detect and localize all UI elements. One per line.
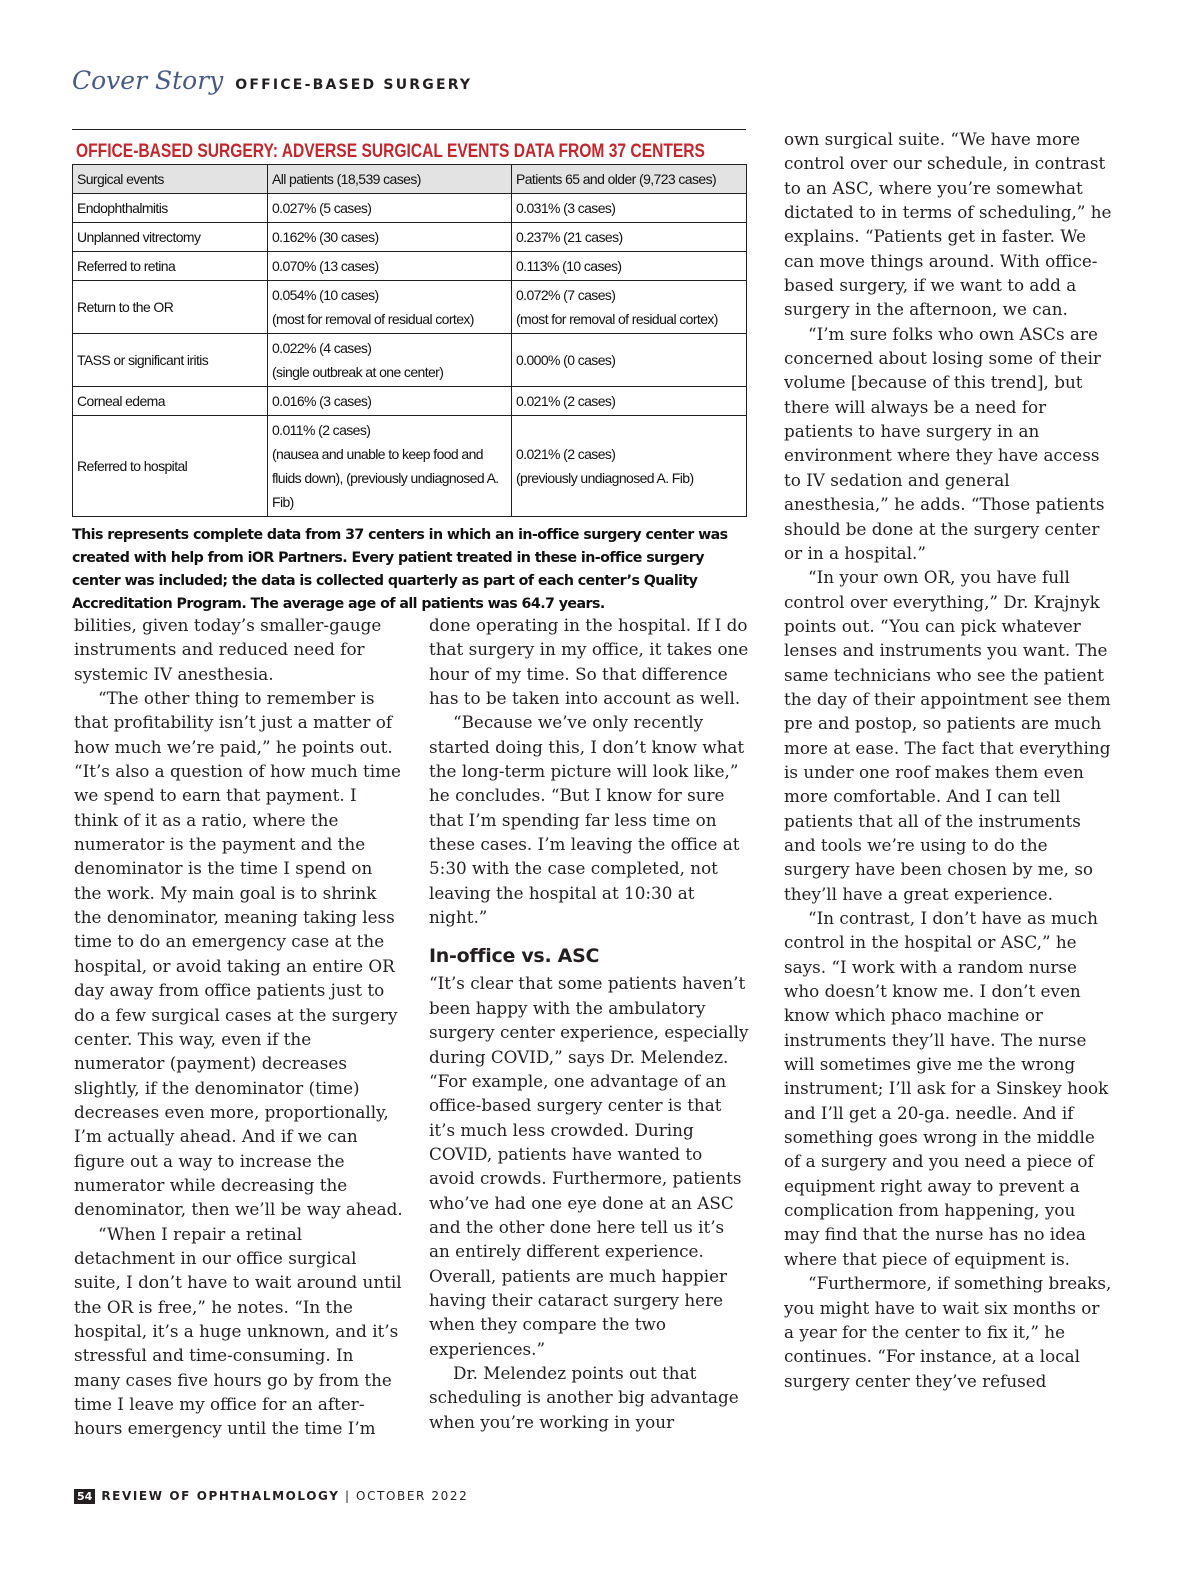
- page-number: 54: [74, 1489, 95, 1504]
- event-cell: Referred to retina: [73, 252, 268, 281]
- all-patients-cell: 0.162% (30 cases): [268, 223, 512, 252]
- cell-note: (nausea and unable to keep food and fluids down), (previously undiagnosed A. Fib): [272, 446, 499, 510]
- all-patients-cell: [268, 416, 512, 517]
- section-topic: OFFICE-BASED SURGERY: [235, 77, 473, 93]
- event-cell: Referred to hospital: [73, 416, 268, 517]
- paragraph: “Because we’ve only recently started doing this, I don’t know what the long-term picture will look like,” he concludes. “But I know for sure that I’m spending far less time on these cases. I’m leaving the office at 5:30 with the case completed, not leaving the hospital at 10:30 at night.”: [429, 712, 745, 928]
- all-patients-cell: 0.016% (3 cases): [268, 387, 512, 416]
- paragraph: Dr. Melendez points out that scheduling is another big advantage when you’re working in your: [429, 1362, 739, 1432]
- header-cell: All patients (18,539 cases): [268, 165, 512, 194]
- paragraph: “When I repair a retinal detachment in our office surgical suite, I don’t have to wait around until the OR is free,” he notes. “In the hospital, it’s a huge unknown, and it’s stressful and time-consuming. In many cases five hours go by from the time I leave my office for an after-hours emergency until the time I’m: [74, 1223, 402, 1439]
- cell-value: 0.022% (4 cases): [272, 340, 372, 356]
- paragraph: “It’s clear that some patients haven’t been happy with the ambulatory surgery center experience, especially during COVID,” says Dr. Melendez. “For example, one advantage of an office-based surgery center is that it’s much less crowded. During COVID, patients have wanted to avoid crowds. Furthermore, patients who’ve had one eye done at an ASC and the other done here tell us it’s an entirely different experience. Overall, patients are much happier having their cataract surgery here when they compare the two experiences.”: [429, 973, 749, 1359]
- publication-name: REVIEW OF OPHTHALMOLOGY: [101, 1489, 340, 1503]
- paragraph: done operating in the hospital. If I do that surgery in my office, it takes one hour of my time. So that difference has to be taken into account as well.: [429, 615, 749, 709]
- event-cell: Return to the OR: [73, 281, 268, 334]
- event-cell: Unplanned vitrectomy: [73, 223, 268, 252]
- paragraph: “In contrast, I don’t have as much control in the hospital or ASC,” he says. “I work with a random nurse who doesn’t know me. I don’t even know which phaco machine or instruments they’ll have. The nurse will sometimes give me the wrong instrument; I’ll ask for a Sinskey hook and I’ll get a 20-ga. needle. And if something goes wrong in the middle of a surgery and you need a piece of equipment right away to prevent a complication from happening, you may find that the nurse has no idea where that piece of equipment is.: [784, 908, 1109, 1269]
- older-patients-cell: [512, 281, 747, 334]
- page-footer: [74, 1489, 468, 1504]
- table-header-row: [73, 165, 747, 194]
- footer-separator: |: [344, 1489, 351, 1503]
- cell-note: (single outbreak at one center): [272, 364, 444, 380]
- event-cell: Endophthalmitis: [73, 194, 268, 223]
- table-row: [73, 223, 747, 252]
- older-patients-cell: [512, 416, 747, 517]
- table-row: [73, 416, 747, 517]
- table-row: [73, 387, 747, 416]
- cell-note: (previously undiagnosed A. Fib): [516, 470, 694, 486]
- cell-note: (most for removal of residual cortex): [516, 311, 718, 327]
- cell-value: 0.021% (2 cases): [516, 446, 616, 462]
- older-patients-cell: 0.113% (10 cases): [512, 252, 747, 281]
- older-patients-cell: 0.000% (0 cases): [512, 334, 747, 387]
- event-cell: Corneal edema: [73, 387, 268, 416]
- older-patients-cell: 0.031% (3 cases): [512, 194, 747, 223]
- all-patients-cell: [268, 281, 512, 334]
- paragraph: “The other thing to remember is that profitability isn’t just a matter of how much we’re paid,” he points out. “It’s also a question of how much time we spend to earn that payment. I think of it as a ratio, where the numerator is the payment and the denominator is the time I spend on the work. My main goal is to shrink the denominator, meaning taking less time to do an emergency case at the hospital, or avoid taking an entire OR day away from office patients just to do a few surgical cases at the surgery center. This way, even if the numerator (payment) decreases slightly, if the denominator (time) decreases even more, proportionally, I’m actually ahead. And if we can figure out a way to increase the numerator while decreasing the denominator, then we’ll be way ahead.: [74, 688, 403, 1220]
- header-cell: Patients 65 and older (9,723 cases): [512, 165, 747, 194]
- adverse-events-table: [72, 164, 747, 517]
- paragraph: “I’m sure folks who own ASCs are concerned about losing some of their volume [because of this trend], but there will always be a need for patients to have surgery in an environment where they have access to IV sedation and general anesthesia,” he adds. “Those patients should be done at the surgery center or in a hospital.”: [784, 323, 1105, 563]
- older-patients-cell: 0.237% (21 cases): [512, 223, 747, 252]
- subheading: In-office vs. ASC: [429, 945, 600, 968]
- older-patients-cell: 0.021% (2 cases): [512, 387, 747, 416]
- section-name: Cover Story: [72, 66, 224, 95]
- header-cell: Surgical events: [73, 165, 268, 194]
- table-row: [73, 334, 747, 387]
- adverse-events-table-block: [72, 129, 746, 616]
- table-row: [73, 281, 747, 334]
- cell-value: 0.072% (7 cases): [516, 287, 616, 303]
- page-header: [72, 66, 472, 100]
- all-patients-cell: [268, 334, 512, 387]
- table-caption: This represents complete data from 37 centers in which an in-office surgery center was created with help from iOR Partners. Every patient treated in these in-office surgery center was included; the data is collected quarterly as part of each center’s Quality Accreditation Program. The average age of all patients was 64.7 years.: [72, 527, 728, 612]
- cell-value: 0.054% (10 cases): [272, 287, 379, 303]
- table-top-rule: [72, 129, 746, 130]
- cell-value: 0.011% (2 cases): [272, 422, 371, 438]
- paragraph: bilities, given today’s smaller-gauge instruments and reduced need for systemic IV anesthesia.: [74, 615, 382, 684]
- table-title: OFFICE-BASED SURGERY: ADVERSE SURGICAL EVENTS DATA FROM 37 CENTERS: [76, 140, 705, 162]
- paragraph: own surgical suite. “We have more control over our schedule, in contrast to an ASC, where you’re somewhat dictated to in terms of scheduling,” he explains. “Patients get in faster. We can move things around. With office-based surgery, if we want to add a surgery in the afternoon, we can.: [784, 129, 1112, 320]
- all-patients-cell: 0.027% (5 cases): [268, 194, 512, 223]
- table-row: [73, 194, 747, 223]
- paragraph: “In your own OR, you have full control over everything,” Dr. Krajnyk points out. “You can pick whatever lenses and instruments you want. The same technicians who see the patient the day of their appointment see them pre and postop, so patients are much more at ease. The fact that everything is under one roof makes them even more comfortable. And I can tell patients that all of the instruments and tools we’re using to do the surgery have been chosen by me, so they’ll have a great experience.: [784, 567, 1111, 904]
- paragraph: “Furthermore, if something breaks, you might have to wait six months or a year for the center to fix it,” he continues. “For instance, at a local surgery center they’ve refused: [784, 1273, 1112, 1391]
- article-column-3: [784, 127, 1114, 1393]
- event-cell: TASS or significant iritis: [73, 334, 268, 387]
- issue-date: OCTOBER 2022: [356, 1489, 469, 1503]
- article-column-2: [429, 613, 749, 1434]
- all-patients-cell: 0.070% (13 cases): [268, 252, 512, 281]
- article-column-1: [74, 613, 404, 1441]
- table-row: [73, 252, 747, 281]
- cell-note: (most for removal of residual cortex): [272, 311, 474, 327]
